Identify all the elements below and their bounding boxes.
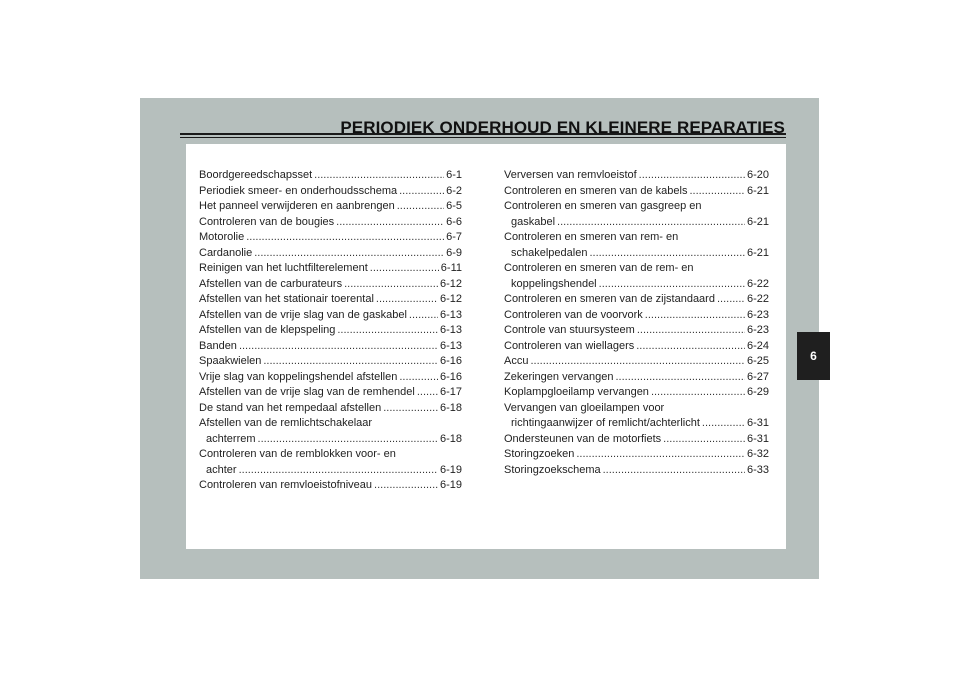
toc-entry-page: 6-21 [746,246,769,259]
toc-entry[interactable] [504,385,769,401]
toc-entry[interactable] [504,261,769,292]
toc-entry-title: schakelpedalen [511,246,588,259]
toc-entry[interactable] [504,370,769,386]
toc-leader-dots [530,354,745,370]
toc-leader-dots [239,463,438,479]
toc-leader-dots [639,168,745,184]
toc-leader-dots [557,215,745,231]
toc-entry-title: Spaakwielen [199,355,262,367]
toc-leader-dots [239,339,438,355]
toc-entry-page: 6-23 [746,324,769,336]
toc-leader-dots [246,230,444,246]
toc-entry-title: Cardanolie [199,246,253,259]
toc-entry-title-line1: Vervangen van gloeilampen voor [504,401,665,414]
page-title: PERIODIEK ONDERHOUD EN KLEINERE REPARATIES [340,118,785,137]
toc-entry[interactable] [199,168,462,184]
toc-entry-title: Controleren en smeren van de kabels [504,184,688,197]
toc-entry-page: 6-18 [439,432,462,445]
toc-entry-title: achter [206,463,237,476]
toc-entry[interactable] [199,354,462,370]
toc-entry[interactable] [199,277,462,293]
toc-entry-page: 6-27 [746,370,769,383]
toc-entry-title: Koplampgloeilamp vervangen [504,386,649,398]
toc-leader-dots [314,168,444,184]
toc-entry-title: Afstellen van de carburateurs [199,277,343,290]
toc-entry-title: Het panneel verwijderen en aanbrengen [199,200,395,212]
toc-entry-page: 6-22 [746,293,769,305]
toc-entry-title: Controleren van de voorvork [504,308,643,321]
toc-entry-title: Afstellen van de vrije slag van de remhendel [199,386,415,398]
toc-leader-dots [344,277,438,293]
toc-leader-dots [615,370,745,386]
toc-entry[interactable] [504,308,769,324]
chapter-tab[interactable]: 6 [797,332,830,380]
toc-entry-title: Banden [199,339,237,352]
toc-entry-page: 6-17 [439,386,462,398]
toc-leader-dots [254,246,444,262]
toc-entry[interactable] [504,401,769,432]
toc-entry-title: Afstellen van de klepspeling [199,324,336,336]
toc-entry-page: 6-1 [446,169,462,181]
toc-entry-title: Afstellen van het stationair toerental [199,293,374,305]
toc-entry-title: Boordgereedschapsset [199,169,313,181]
toc-entry-title: richtingaanwijzer of remlicht/achterlicht [511,417,700,429]
toc-entry[interactable] [199,447,462,478]
toc-leader-dots [399,370,438,386]
toc-entry-title: Motorolie [199,231,245,243]
toc-content [186,144,786,549]
toc-leader-dots [397,199,444,215]
toc-leader-dots [370,261,439,277]
toc-entry-page: 6-20 [746,169,769,181]
toc-entry-title: Ondersteunen van de motorfiets [504,432,662,445]
toc-entry-page: 6-31 [746,432,769,445]
toc-entry-page: 6-16 [439,370,462,383]
toc-entry-page: 6-2 [446,184,462,197]
toc-entry[interactable] [504,339,769,355]
toc-entry[interactable] [504,168,769,184]
toc-entry-page: 6-6 [446,215,462,228]
toc-entry-title: Verversen van remvloeistof [504,169,637,181]
toc-entry[interactable] [504,292,769,308]
toc-leader-dots [651,385,745,401]
toc-entry-title-line1: Controleren en smeren van de rem- en [504,262,694,274]
toc-leader-dots [702,416,745,432]
toc-entry[interactable] [199,292,462,308]
toc-entry-page: 6-7 [446,231,462,243]
toc-entry-page: 6-13 [439,308,462,321]
toc-leader-dots [258,432,438,448]
toc-column-right [504,168,769,478]
toc-leader-dots [637,323,745,339]
toc-leader-dots [409,308,438,324]
toc-entry-page: 6-19 [439,479,462,491]
toc-entry-page: 6-21 [746,215,769,228]
toc-entry-page: 6-29 [746,386,769,398]
toc-entry-page: 6-25 [746,355,769,367]
toc-leader-dots [636,339,745,355]
toc-entry[interactable] [199,230,462,246]
toc-entry-title: Periodiek smeer- en onderhoudsschema [199,184,398,197]
toc-leader-dots [689,184,745,200]
toc-entry-title: Controleren van de bougies [199,215,335,228]
toc-entry-title: De stand van het rempedaal afstellen [199,401,382,414]
toc-entry[interactable] [504,184,769,200]
toc-entry-title: gaskabel [511,215,556,228]
toc-entry-page: 6-12 [439,277,462,290]
toc-entry[interactable] [199,184,462,200]
toc-entry-title: Vrije slag van koppelingshendel afstellen [199,370,398,383]
toc-leader-dots [589,246,745,262]
toc-leader-dots [374,478,438,494]
toc-entry-title: Zekeringen vervangen [504,370,614,383]
toc-entry-title-line1: Controleren en smeren van rem- en [504,231,679,243]
toc-entry[interactable] [504,432,769,448]
toc-entry[interactable] [504,354,769,370]
toc-entry-page: 6-33 [746,463,769,476]
toc-entry-title: Reinigen van het luchtfilterelement [199,262,368,274]
toc-leader-dots [399,184,444,200]
toc-entry[interactable] [199,246,462,262]
toc-entry-title: Controleren van wiellagers [504,339,635,352]
toc-entry-page: 6-24 [746,339,769,352]
toc-leader-dots [383,401,438,417]
toc-entry[interactable] [199,261,462,277]
toc-entry-page: 6-23 [746,308,769,321]
toc-leader-dots [603,463,745,479]
toc-entry[interactable] [199,323,462,339]
toc-entry-title: Afstellen van de vrije slag van de gaskabel [199,308,407,321]
toc-entry[interactable] [199,339,462,355]
toc-entry-title: Storingzoeken [504,448,575,460]
toc-entry-title: Accu [504,355,529,367]
toc-entry[interactable] [504,323,769,339]
toc-entry[interactable] [199,215,462,231]
toc-entry-page: 6-22 [746,277,769,290]
toc-entry-title: koppelingshendel [511,277,597,290]
toc-entry-page: 6-13 [439,339,462,352]
toc-entry-page: 6-5 [446,200,462,212]
toc-entry[interactable] [199,370,462,386]
toc-entry-page: 6-9 [446,246,462,259]
toc-entry[interactable] [199,401,462,417]
toc-leader-dots [337,323,438,339]
toc-entry-page: 6-11 [440,262,462,274]
toc-entry-page: 6-16 [439,355,462,367]
toc-entry[interactable] [199,478,462,494]
toc-entry[interactable] [199,416,462,447]
toc-entry-title-line1: Afstellen van de remlichtschakelaar [199,417,373,429]
toc-entry-page: 6-32 [746,448,769,460]
toc-entry[interactable] [504,230,769,261]
toc-leader-dots [576,447,745,463]
toc-entry[interactable] [504,199,769,230]
toc-column-left [199,168,462,494]
toc-leader-dots [263,354,438,370]
toc-leader-dots [645,308,745,324]
toc-entry[interactable] [199,308,462,324]
toc-entry-page: 6-31 [746,417,769,429]
toc-leader-dots [663,432,745,448]
toc-leader-dots [599,277,745,293]
toc-entry[interactable] [199,199,462,215]
toc-entry-page: 6-18 [439,401,462,414]
toc-entry-title: Controleren en smeren van de zijstandaard [504,293,715,305]
toc-entry[interactable] [199,385,462,401]
toc-entry[interactable] [504,463,769,479]
toc-entry-page: 6-13 [439,324,462,336]
toc-entry-page: 6-12 [439,293,462,305]
toc-entry-title: Controle van stuursysteem [504,324,635,336]
toc-leader-dots [717,292,745,308]
toc-entry[interactable] [504,447,769,463]
toc-entry-title: achterrem [206,432,256,445]
toc-leader-dots [417,385,438,401]
toc-leader-dots [336,215,444,231]
toc-entry-title-line1: Controleren van de remblokken voor- en [199,448,396,460]
toc-entry-title: Controleren van remvloeistofniveau [199,479,373,491]
toc-leader-dots [376,292,438,308]
toc-entry-page: 6-19 [439,463,462,476]
toc-entry-title-line1: Controleren en smeren van gasgreep en [504,200,702,212]
toc-entry-page: 6-21 [746,184,769,197]
toc-entry-title: Storingzoekschema [504,463,601,476]
